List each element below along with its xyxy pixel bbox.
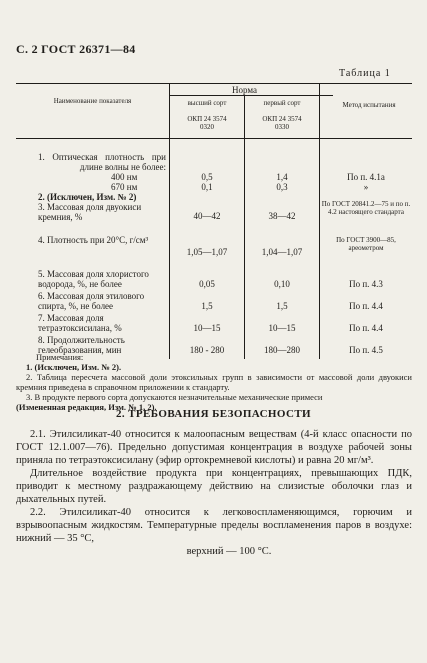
- table-caption: Таблица 1: [339, 68, 391, 79]
- grade2-header: первый сорт: [263, 99, 301, 107]
- row1a-method: По п. 4.1а: [347, 172, 385, 182]
- okp2-header: ОКП 24 3574 0330: [262, 115, 302, 131]
- col-name-header: Наименование показателя: [53, 97, 132, 105]
- row2-name: 2. (Исключен, Изм. № 2): [38, 192, 137, 202]
- row6-method: По п. 4.4: [349, 301, 383, 311]
- row1b-name: 670 нм: [111, 182, 138, 192]
- okp1-header: ОКП 24 3574 0320: [187, 115, 227, 131]
- row6-v1: 1,5: [201, 301, 213, 311]
- table-notes: [16, 352, 412, 412]
- method-header: Метод испытания: [342, 101, 396, 109]
- row4-v1: 1,05—1,07: [186, 247, 228, 257]
- norm-rule: [169, 95, 333, 96]
- col-divider-1: [169, 83, 170, 359]
- row1a-v2: 1,4: [276, 172, 288, 182]
- spec-table: [16, 83, 412, 359]
- note-1: 1. (Исключен, Изм. № 2).: [26, 362, 122, 372]
- row5-name: 5. Массовая доля хлористого водорода, %, не более: [38, 269, 149, 289]
- row5-v2: 0,10: [274, 279, 290, 289]
- paragraph-2-1: 2.1. Этилсиликат-40 относится к малоопасным веществам (4-й класс опасности по ГОСТ 12.1.007—76). Предельно допустимая концентрация в воздухе рабочей зоны приняла по тетраэтоксисилану (эфир ортокремневой кислоты) и равна 20 мг/м³.: [16, 429, 412, 466]
- row3-name: 3. Массовая доля двуокиси кремния, %: [38, 202, 142, 222]
- paragraph-2-2: 2.2. Этилсиликат-40 относится к легковоспламеняющимся, горючим и взрывоопасным жидкостям. Температурные пределы воспламенения паров в воздухе: нижний — 35 °С,: [16, 507, 412, 544]
- row6-v2: 1,5: [276, 301, 288, 311]
- row4-v2: 1,04—1,07: [261, 247, 303, 257]
- grade1-header: высший сорт: [187, 99, 227, 107]
- row3-v2: 38—42: [268, 211, 296, 221]
- row3-v1: 40—42: [193, 211, 221, 221]
- row4-method: По ГОСТ 3900—85, ареометром: [336, 236, 396, 252]
- page-header: С. 2 ГОСТ 26371—84: [16, 42, 136, 56]
- row7-v1: 10—15: [193, 323, 221, 333]
- paragraph-2-1-cont: Длительное воздействие продукта при концентрациях, превышающих ПДК, приводит к местному раздражающему действию на слизистые оболочки глаз и дыхательных путей.: [16, 468, 412, 505]
- table-top-rule: [16, 83, 412, 84]
- notes-title: Примечания:: [36, 352, 84, 362]
- row6-name: 6. Массовая доля этилового спирта, %, не более: [38, 291, 145, 311]
- row1-name: 1. Оптическая плотность при длине волны не более:: [38, 152, 166, 172]
- note-2: 2. Таблица пересчета массовой доли этоксильных групп в зависимости от массовой доли двуокиси кремния приведена в справочном приложении к стандарту.: [16, 372, 412, 392]
- row1a-v1: 0,5: [201, 172, 213, 182]
- row7-method: По п. 4.4: [349, 323, 383, 333]
- col-divider-2: [244, 95, 245, 359]
- row8-method: По п. 4.5: [349, 345, 383, 355]
- row7-v2: 10—15: [268, 323, 296, 333]
- header-bottom-rule: [16, 138, 412, 139]
- edition-note: (Измененная редакция, Изм. № 1, 2).: [16, 402, 157, 412]
- row7-name: 7. Массовая доля тетраэтоксисилана, %: [38, 313, 122, 333]
- row4-name: 4. Плотность при 20°С, г/см³: [38, 235, 149, 245]
- norm-header: Норма: [232, 85, 257, 95]
- row5-v1: 0,05: [199, 279, 215, 289]
- note-3: 3. В продукте первого сорта допускаются незначительные механические примеси: [26, 392, 323, 402]
- row1b-method: »: [363, 182, 369, 192]
- row3-method: По ГОСТ 20841.2—75 и по п. 4.2 настоящего стандарта: [321, 200, 411, 216]
- col-divider-3: [319, 83, 320, 359]
- row1b-v2: 0,3: [276, 182, 288, 192]
- paragraph-2-2-upper: верхний — 100 °С.: [186, 546, 272, 557]
- row1b-v1: 0,1: [201, 182, 213, 192]
- row8-name: 8. Продолжительность гелеобразования, мин: [38, 335, 125, 355]
- row8-v2: 180—280: [264, 345, 300, 355]
- row5-method: По п. 4.3: [349, 279, 383, 289]
- row1a-name: 400 нм: [111, 172, 138, 182]
- section-title: 2. ТРЕБОВАНИЯ БЕЗОПАСНОСТИ: [115, 408, 312, 420]
- section-body: [16, 428, 412, 558]
- row8-v1: 180 - 280: [189, 345, 225, 355]
